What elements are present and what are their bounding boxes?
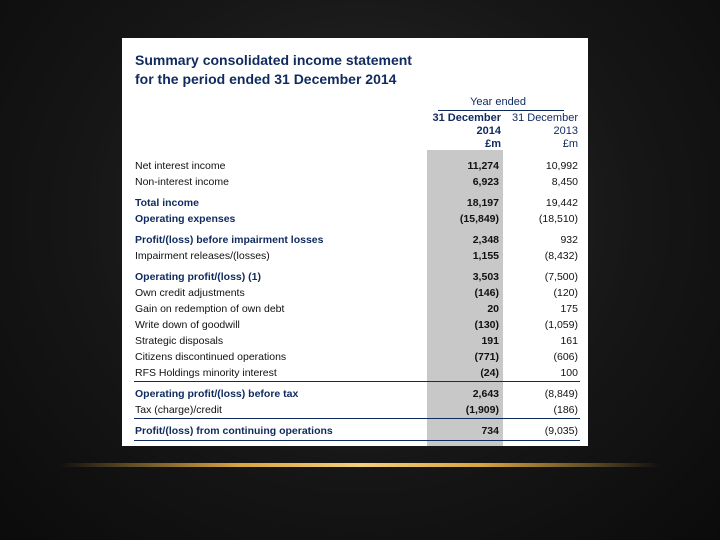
value-2014: 20 bbox=[487, 303, 499, 315]
value-2014: (771) bbox=[474, 351, 499, 363]
table-row bbox=[122, 302, 588, 317]
value-2014: (1,909) bbox=[465, 404, 499, 416]
value-2013: 161 bbox=[560, 335, 578, 347]
table-row bbox=[122, 159, 588, 174]
value-2013: 175 bbox=[560, 303, 578, 315]
table-row bbox=[122, 286, 588, 301]
table-row bbox=[122, 212, 588, 227]
row-label: Citizens discontinued operations bbox=[135, 351, 287, 363]
value-2014: 3,503 bbox=[472, 271, 499, 283]
col-2013-date: 31 December bbox=[511, 112, 578, 124]
title-line-2: for the period ended 31 December 2014 bbox=[135, 71, 397, 87]
gold-divider-glow bbox=[60, 463, 660, 467]
row-label: RFS Holdings minority interest bbox=[135, 367, 277, 379]
value-2014: 1,155 bbox=[472, 250, 499, 262]
value-2013: (9,035) bbox=[544, 425, 578, 437]
value-2014: (15,849) bbox=[459, 213, 499, 225]
col-2014-year: 2014 bbox=[476, 125, 501, 137]
table-row bbox=[122, 196, 588, 211]
section-rule bbox=[134, 381, 580, 382]
col-2013-unit: £m bbox=[562, 138, 578, 150]
value-2014: (146) bbox=[474, 287, 499, 299]
table-row bbox=[122, 424, 588, 439]
value-2013: (606) bbox=[553, 351, 578, 363]
value-2013: (1,059) bbox=[544, 319, 578, 331]
year-ended-header: Year ended bbox=[470, 96, 526, 108]
row-label: Profit/(loss) before impairment losses bbox=[135, 234, 324, 246]
row-label: Total income bbox=[135, 197, 199, 209]
value-2014: 6,923 bbox=[472, 176, 499, 188]
section-rule bbox=[134, 418, 580, 419]
table-row bbox=[122, 366, 588, 381]
row-label: Gain on redemption of own debt bbox=[135, 303, 285, 315]
section-rule bbox=[134, 440, 580, 441]
row-label: Operating profit/(loss) before tax bbox=[135, 388, 299, 400]
income-statement-card bbox=[122, 38, 588, 446]
row-label: Net interest income bbox=[135, 160, 226, 172]
table-row bbox=[122, 249, 588, 264]
value-2013: (120) bbox=[553, 287, 578, 299]
value-2013: 100 bbox=[560, 367, 578, 379]
row-label: Impairment releases/(losses) bbox=[135, 250, 270, 262]
value-2013: 19,442 bbox=[545, 197, 578, 209]
value-2013: 10,992 bbox=[545, 160, 578, 172]
header-rule bbox=[438, 110, 564, 111]
row-label: Write down of goodwill bbox=[135, 319, 240, 331]
value-2014: 734 bbox=[481, 425, 499, 437]
table-row bbox=[122, 387, 588, 402]
table-row bbox=[122, 233, 588, 248]
col-2014-unit: £m bbox=[485, 138, 501, 150]
title-line-1: Summary consolidated income statement bbox=[135, 52, 412, 68]
value-2013: (8,849) bbox=[544, 388, 578, 400]
row-label: Strategic disposals bbox=[135, 335, 224, 347]
table-row bbox=[122, 403, 588, 418]
row-label: Tax (charge)/credit bbox=[135, 404, 222, 416]
table-row bbox=[122, 175, 588, 190]
value-2013: (186) bbox=[553, 404, 578, 416]
row-label: Profit/(loss) from continuing operations bbox=[135, 425, 333, 437]
value-2014: 18,197 bbox=[466, 197, 499, 209]
value-2013: (7,500) bbox=[544, 271, 578, 283]
col-2013-year: 2013 bbox=[553, 125, 578, 137]
value-2014: (24) bbox=[480, 367, 499, 379]
table-row bbox=[122, 334, 588, 349]
value-2013: (8,432) bbox=[544, 250, 578, 262]
statement-title bbox=[135, 51, 412, 89]
table-row bbox=[122, 270, 588, 285]
row-label: Operating expenses bbox=[135, 213, 236, 225]
value-2013: 932 bbox=[560, 234, 578, 246]
value-2013: (18,510) bbox=[538, 213, 578, 225]
value-2014: 11,274 bbox=[467, 160, 499, 172]
value-2013: 8,450 bbox=[551, 176, 578, 188]
value-2014: 2,643 bbox=[472, 388, 499, 400]
value-2014: (130) bbox=[474, 319, 499, 331]
value-2014: 191 bbox=[481, 335, 499, 347]
row-label: Operating profit/(loss) (1) bbox=[135, 271, 261, 283]
value-2014: 2,348 bbox=[472, 234, 499, 246]
row-label: Non-interest income bbox=[135, 176, 229, 188]
row-label: Own credit adjustments bbox=[135, 287, 245, 299]
col-2014-date: 31 December bbox=[432, 112, 501, 124]
table-row bbox=[122, 318, 588, 333]
table-row bbox=[122, 350, 588, 365]
